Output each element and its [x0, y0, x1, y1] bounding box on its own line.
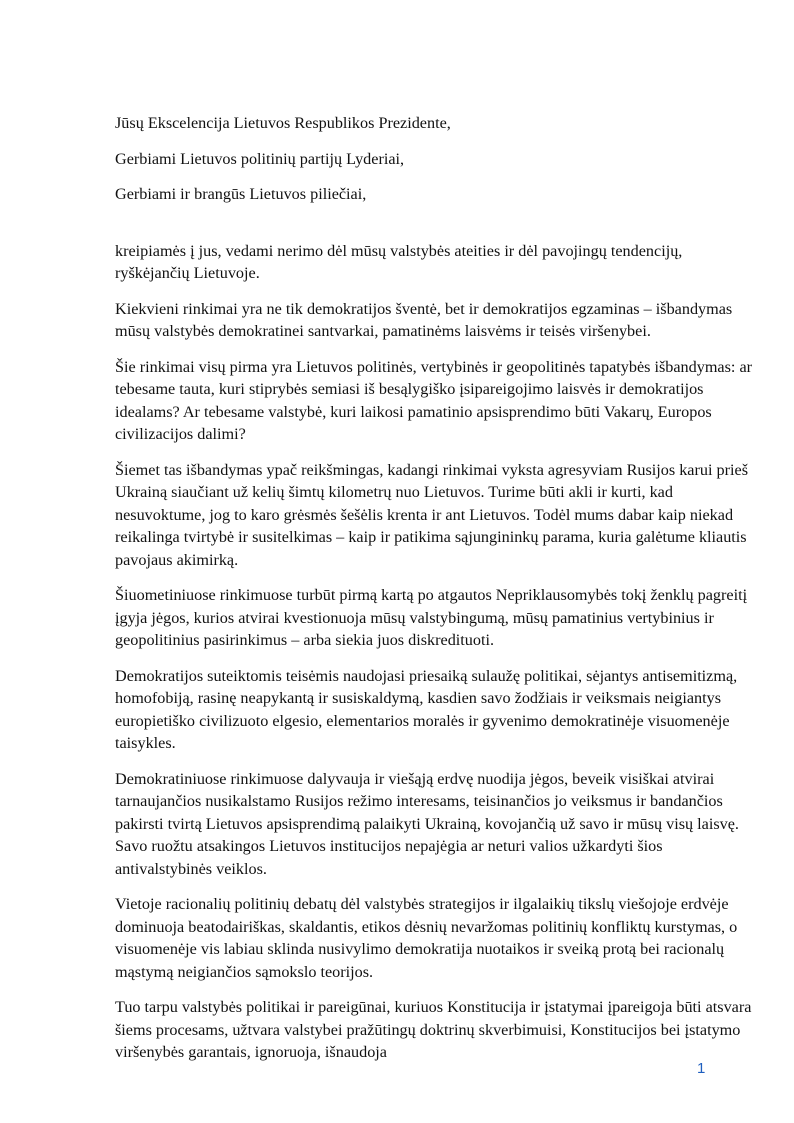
page-number: 1 — [697, 1060, 706, 1077]
letter-paragraphs — [115, 240, 760, 1064]
paragraph: Vietoje racionalių politinių debatų dėl valstybės strategijos ir ilgalaikių tikslų viešojoje erdvėje dominuoja beatodairiškas, skaldantis, etikos dėsnių nevaržomas politinių konfliktų kurstymas, o visuomenėje vis labiau sklinda nusivylimo demokratija nuotaikos ir sveiką protą bei racionalų mąstymą neigiančios sąmokslo teorijos. — [115, 895, 738, 981]
salutation-line: Gerbiami Lietuvos politinių partijų Lyderiai, — [115, 149, 405, 168]
salutation-block — [115, 112, 760, 206]
paragraph: Demokratiniuose rinkimuose dalyvauja ir viešąją erdvę nuodija jėgos, beveik visiškai atvirai tarnaujančios nusikalstamo Rusijos režimo interesams, teisinančios jo veiksmus ir bandančios pakirsti tvirtą Lietuvos apsisprendimą palaikyti Ukrainą, kovojančią už savo ir mūsų visų laisvę. Savo ruožtu atsakingos Lietuvos institucijos nepajėgia ar neturi valios užkardyti šios antivalstybinės veiklos. — [115, 769, 739, 878]
salutation-line: Gerbiami ir brangūs Lietuvos piliečiai, — [115, 185, 367, 203]
paragraph: Šiuometiniuose rinkimuose turbūt pirmą kartą po atgautos Nepriklausomybės tokį ženklų pagreitį įgyja jėgos, kurios atvirai kvestionuoja mūsų valstybingumą, mūsų pamatinius vertybinius ir geopolitinius pasirinkimus – arba siekia juos diskredituoti. — [115, 586, 748, 649]
paragraph: kreipiamės į jus, vedami nerimo dėl mūsų valstybės ateities ir dėl pavojingų tendencijų, ryškėjančių Lietuvoje. — [115, 241, 683, 282]
letter-body — [115, 112, 760, 1077]
paragraph: Šie rinkimai visų pirma yra Lietuvos politinės, vertybinės ir geopolitinės tapatybės išbandymas: ar tebesame tauta, kuri stiprybės semiasi iš besąlygiško įsipareigojimo laisvės ir demokratijos idealams? Ar tebesame valstybė, kuri laikosi pamatinio apsisprendimo būti Vakarų, Europos civilizacijos dalimi? — [115, 357, 753, 443]
paragraph: Demokratijos suteiktomis teisėmis naudojasi priesaiką sulaužę politikai, sėjantys antisemitizmą, homofobiją, rasinę neapykantą ir susiskaldymą, kasdien savo žodžiais ir veiksmais neigiantys europietiško civilizuoto elgesio, elementarios moralės ir gyvenimo demokratinėje visuomenėje taisykles. — [115, 666, 738, 752]
paragraph: Šiemet tas išbandymas ypač reikšmingas, kadangi rinkimai vyksta agresyviam Rusijos karui prieš Ukrainą siaučiant už kelių šimtų kilometrų nuo Lietuvos. Turime būti akli ir kurti, kad nesuvoktume, jog to karo grėsmės šešėlis krenta ir ant Lietuvos. Todėl mums dabar kaip niekad reikalinga tvirtybė ir susitelkimas – kaip ir patikima sąjungininkų parama, kuria galėtume kliautis pavojaus akimirką. — [115, 460, 748, 569]
salutation-line: Jūsų Ekscelencija Lietuvos Respublikos Prezidente, — [115, 114, 451, 132]
paragraph: Tuo tarpu valstybės politikai ir pareigūnai, kuriuos Konstitucija ir įstatymai įpareigoja būti atsvara šiems procesams, užtvara valstybei pražūtingų doktrinų skverbimuisi, Konstitucijos bei įstatymo viršenybės garantais, ignoruoja, išnaudoja — [115, 998, 752, 1061]
paragraph: Kiekvieni rinkimai yra ne tik demokratijos šventė, bet ir demokratijos egzaminas – išbandymas mūsų valstybės demokratinei santvarkai, pamatinėms laisvėms ir teisės viršenybei. — [115, 299, 733, 340]
